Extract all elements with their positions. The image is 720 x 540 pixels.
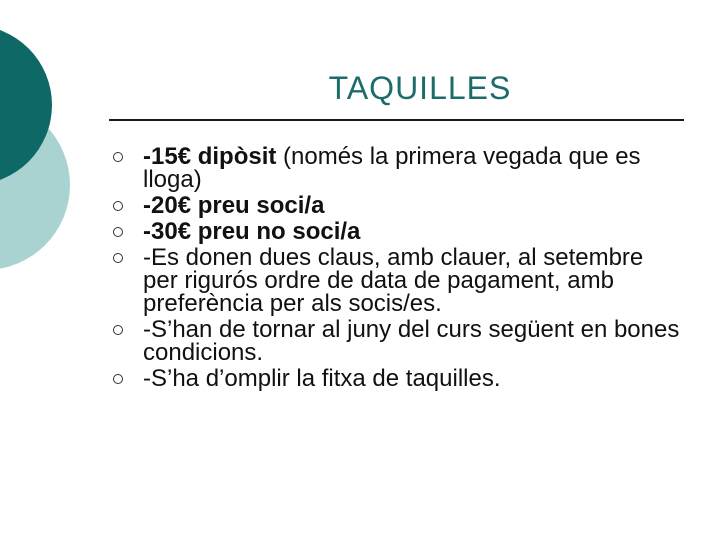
bullet-item: -S’han de tornar al juny del curs següent en bones condicions. xyxy=(113,318,683,364)
slide-title: TAQUILLES xyxy=(328,70,512,106)
bullet-item: -20€ preu soci/a xyxy=(113,194,683,217)
bullet-circle-icon xyxy=(113,201,123,211)
bullet-circle-icon xyxy=(113,152,123,162)
bullet-circle-icon xyxy=(113,325,123,335)
bullet-item: -S’ha d’omplir la fitxa de taquilles. xyxy=(113,367,683,390)
bullet-item: -15€ dipòsit (només la primera vegada que es lloga) xyxy=(113,145,683,191)
decorative-circles xyxy=(0,0,120,300)
bullet-circle-icon xyxy=(113,374,123,384)
bullet-item: -30€ preu no soci/a xyxy=(113,220,683,243)
bullet-circle-icon xyxy=(113,227,123,237)
bullet-list xyxy=(113,145,683,390)
title-divider xyxy=(109,119,684,121)
bullet-circle-icon xyxy=(113,253,123,263)
bullet-item: -Es donen dues claus, amb clauer, al setembre per rigurós ordre de data de pagament, amb preferència per als socis/es. xyxy=(113,246,683,315)
